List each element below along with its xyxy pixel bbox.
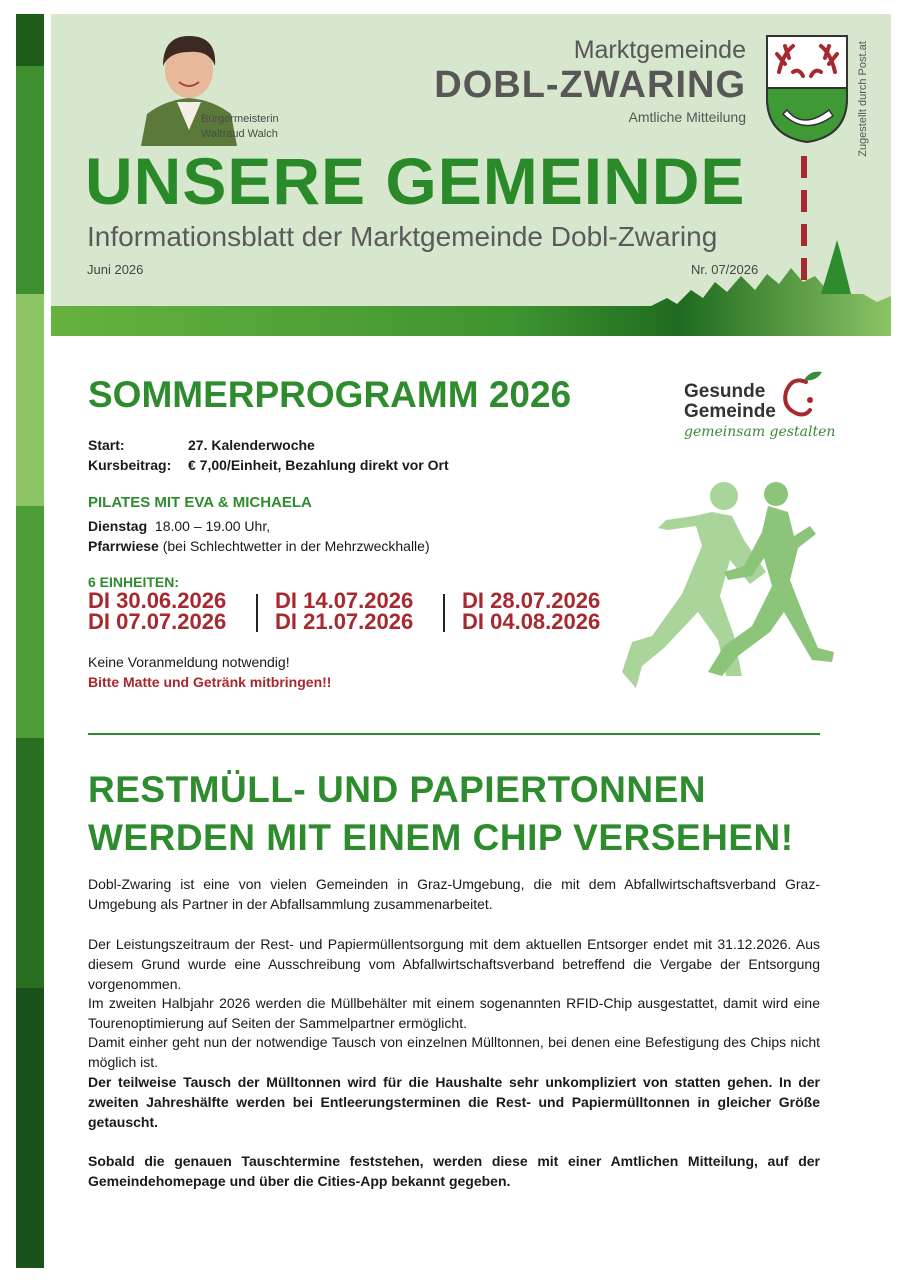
newsletter-subtitle: Informationsblatt der Marktgemeinde Dobl-Zwaring (87, 221, 718, 252)
paragraph: Damit einher geht nun der notwendige Tausch von einzelnen Mülltonnen, bei denen eine Befestigung des Chips nicht möglich ist. (88, 1034, 820, 1070)
course-schedule (88, 516, 270, 536)
units-label: 6 EINHEITEN: (88, 574, 180, 590)
summer-program-heading: SOMMERPROGRAMM 2026 (88, 374, 572, 415)
paragraph: Der Leistungszeitraum der Rest- und Papiermüllentsorgung mit dem aktuellen Entsorger endet mit 31.12.2026. Aus diesem Grund wurde eine Ausschreibung vom Abfallwirtschaftsverband betreffend die Vergabe der Entsorgung vorgenommen. (88, 936, 820, 992)
date-divider (256, 594, 258, 632)
issue-date: Juni 2026 (87, 262, 144, 277)
logo-line1: Gesunde (684, 381, 766, 402)
mayor-title: Bürgermeisterin (201, 113, 279, 125)
paragraph: Im zweiten Halbjahr 2026 werden die Müllbehälter mit einem sogenannten RFID-Chip ausgestattet, damit wird eine Tourenoptimierung auf Seiten der Sammelpartner ermöglicht. (88, 995, 820, 1031)
course-title: PILATES MIT EVA & MICHAELA (88, 494, 312, 511)
issue-number: Nr. 07/2026 (691, 262, 759, 277)
fee-row (88, 455, 449, 475)
runners-silhouette (612, 476, 842, 702)
waste-heading-line2: WERDEN MIT EINEM CHIP VERSEHEN! (88, 817, 794, 858)
postal-note: Zugestellt durch Post.at (857, 41, 869, 157)
date-item: DI 14.07.2026 (275, 588, 414, 613)
start-label: Start: (88, 437, 125, 453)
date-item: DI 07.07.2026 (88, 609, 227, 634)
date-column-1 (88, 590, 226, 632)
course-location (88, 536, 430, 556)
date-item: DI 04.08.2026 (462, 609, 601, 634)
logo-line2: Gemeinde (684, 401, 776, 422)
logo-tagline: gemeinsam gestalten (684, 424, 836, 440)
course-time: 18.00 – 19.00 Uhr, (154, 518, 271, 534)
decorative-side-stripe (16, 14, 44, 1268)
course-day: Dienstag (88, 518, 148, 534)
waste-heading (88, 766, 794, 862)
course-place: Pfarrwiese (88, 538, 159, 554)
paragraph-bold: Der teilweise Tausch der Mülltonnen wird für die Haushalte sehr unkompliziert von statten gehen. In der zweiten Jahreshälfte werden bei Entleerungsterminen die Rest- und Papiermülltonnen in gleicher Größe getauscht. (88, 1074, 820, 1130)
newsletter-title: UNSERE GEMEINDE (85, 144, 746, 218)
paragraph-bold: Sobald die genauen Tauschtermine feststehen, werden diese mit einer Amtlichen Mitteilung, auf der Gemeindehomepage und über die Cities-App bekannt gegeben. (88, 1153, 820, 1189)
town-prefix: Marktgemeinde (573, 36, 746, 64)
start-row (88, 435, 315, 455)
date-column-3 (462, 590, 600, 632)
section-divider (88, 733, 820, 735)
waste-heading-line1: RESTMÜLL- UND PAPIERTONNEN (88, 769, 707, 810)
mayor-caption (201, 112, 279, 142)
town-block (434, 36, 746, 126)
masthead (51, 14, 891, 336)
registration-note: Keine Voranmeldung notwendig! (88, 654, 290, 670)
paragraph: Dobl-Zwaring ist eine von vielen Gemeinden in Graz-Umgebung, die mit dem Abfallwirtschaftsverband Graz-Umgebung als Partner in der Abfallsammlung zusammenarbeitet. (88, 876, 820, 912)
apple-icon (776, 368, 824, 420)
official-notice: Amtliche Mitteilung (628, 109, 746, 125)
date-item: DI 30.06.2026 (88, 588, 227, 613)
date-column-2 (275, 590, 413, 632)
fee-label: Kursbeitrag: (88, 457, 172, 473)
bring-items-note: Bitte Matte und Getränk mitbringen!! (88, 674, 332, 690)
mayor-name: Waltraud Walch (201, 128, 278, 140)
date-item: DI 21.07.2026 (275, 609, 414, 634)
start-value: 27. Kalenderwoche (188, 437, 315, 453)
fee-value: € 7,00/Einheit, Bezahlung direkt vor Ort (188, 457, 449, 473)
course-place-note: (bei Schlechtwetter in der Mehrzweckhalle) (162, 538, 430, 554)
town-name: DOBL-ZWARING (434, 64, 746, 106)
date-item: DI 28.07.2026 (462, 588, 601, 613)
coat-of-arms-icon (763, 32, 851, 144)
date-divider (443, 594, 445, 632)
